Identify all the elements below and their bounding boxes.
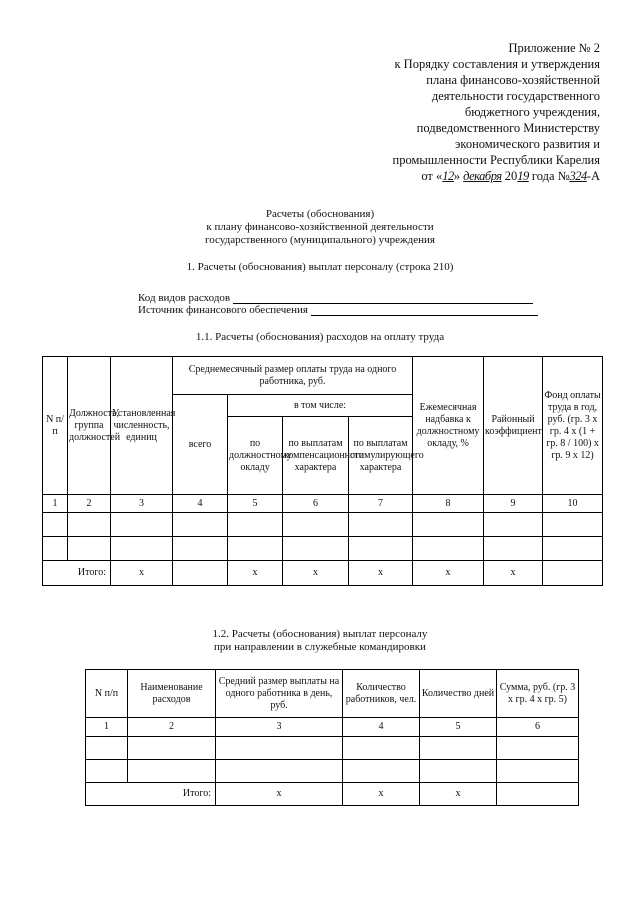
- table-cell[interactable]: [216, 760, 343, 783]
- business-trip-table: [85, 669, 579, 806]
- table-cell[interactable]: [43, 513, 68, 537]
- total-row: [43, 561, 603, 586]
- appendix-date-line: [340, 168, 600, 184]
- appendix-line: подведомственного Министерству: [416, 121, 600, 135]
- table-cell[interactable]: [413, 537, 484, 561]
- column-number: 5: [228, 495, 283, 513]
- column-number: 6: [283, 495, 349, 513]
- heading-line: при направлении в служебные командировки: [214, 641, 426, 653]
- appendix-header: [340, 40, 600, 184]
- total-x: x: [343, 783, 420, 806]
- table-cell[interactable]: [420, 760, 497, 783]
- header-expense-name: Наименование расходов: [128, 670, 216, 718]
- table-row: [86, 760, 579, 783]
- table-cell[interactable]: [228, 513, 283, 537]
- table-cell[interactable]: [420, 737, 497, 760]
- header-including: в том числе:: [228, 395, 413, 417]
- appendix-line: экономического развития и: [455, 137, 600, 151]
- column-number: 3: [111, 495, 173, 513]
- total-x: x: [228, 561, 283, 586]
- date-prefix: от «: [421, 169, 443, 183]
- total-x: x: [484, 561, 543, 586]
- header-avg-daily: Средний размер выплаты на одного работника в день, руб.: [216, 670, 343, 718]
- table-cell[interactable]: [543, 513, 603, 537]
- table-cell[interactable]: [43, 537, 68, 561]
- column-number: 6: [497, 718, 579, 737]
- header-days: Количество дней: [420, 670, 497, 718]
- subsection-1-1-heading: 1.1. Расчеты (обоснования) расходов на оплату труда: [195, 331, 445, 343]
- total-cell[interactable]: [173, 561, 228, 586]
- column-numbers-row: [86, 718, 579, 737]
- table-cell[interactable]: [173, 537, 228, 561]
- header-total: всего: [173, 395, 228, 495]
- total-x: x: [111, 561, 173, 586]
- header-staff: Установленная численность, единиц: [111, 357, 173, 495]
- table-cell[interactable]: [216, 737, 343, 760]
- table-cell[interactable]: [497, 737, 579, 760]
- column-number: 2: [128, 718, 216, 737]
- column-number: 2: [68, 495, 111, 513]
- column-number: 1: [86, 718, 128, 737]
- expense-code-label: Код видов расходов: [138, 292, 231, 304]
- total-cell[interactable]: [497, 783, 579, 806]
- table-row: [43, 537, 603, 561]
- expense-code-line[interactable]: [233, 295, 533, 304]
- date-number: 324: [569, 169, 587, 183]
- column-number: 10: [543, 495, 603, 513]
- table-cell[interactable]: [128, 760, 216, 783]
- table-cell[interactable]: [128, 737, 216, 760]
- table-cell[interactable]: [283, 513, 349, 537]
- total-x: x: [413, 561, 484, 586]
- table-cell[interactable]: [228, 537, 283, 561]
- column-numbers-row: [43, 495, 603, 513]
- subsection-1-2-heading: [0, 628, 640, 654]
- table-cell[interactable]: [349, 513, 413, 537]
- table-cell[interactable]: [484, 513, 543, 537]
- date-year-prefix: 20: [504, 169, 518, 183]
- total-label: Итого:: [86, 783, 216, 806]
- table-cell[interactable]: [484, 537, 543, 561]
- total-cell[interactable]: [543, 561, 603, 586]
- total-x: x: [216, 783, 343, 806]
- total-label: Итого:: [43, 561, 111, 586]
- table-cell[interactable]: [86, 760, 128, 783]
- table-cell[interactable]: [349, 537, 413, 561]
- column-number: 4: [343, 718, 420, 737]
- table-cell[interactable]: [343, 737, 420, 760]
- appendix-line: плана финансово-хозяйственной: [426, 73, 600, 87]
- table-cell[interactable]: [68, 537, 111, 561]
- header-workers: Количество работников, чел.: [343, 670, 420, 718]
- table-row: [86, 737, 579, 760]
- column-number: 4: [173, 495, 228, 513]
- fields-block: [138, 292, 538, 316]
- funding-source-label: Источник финансового обеспечения: [138, 304, 308, 316]
- table-cell[interactable]: [497, 760, 579, 783]
- date-mid2: года №: [531, 169, 570, 183]
- header-np: N п/п: [86, 670, 128, 718]
- header-incentive: по выплатам стимулирующего характера: [349, 417, 413, 495]
- table-cell[interactable]: [283, 537, 349, 561]
- date-mid1: »: [453, 169, 460, 183]
- salary-table: [42, 356, 603, 586]
- header-regional-coef: Районный коэффициент: [484, 357, 543, 495]
- table-cell[interactable]: [111, 537, 173, 561]
- table-cell[interactable]: [111, 513, 173, 537]
- header-avg-salary: Среднемесячный размер оплаты труда на одного работника, руб.: [173, 357, 413, 395]
- column-number: 9: [484, 495, 543, 513]
- header-np: N п/п: [43, 357, 68, 495]
- header-by-salary: по должностному окладу: [228, 417, 283, 495]
- total-row: [86, 783, 579, 806]
- table-cell[interactable]: [86, 737, 128, 760]
- table-cell[interactable]: [68, 513, 111, 537]
- date-year: 19: [517, 169, 529, 183]
- appendix-line: бюджетного учреждения,: [464, 105, 600, 119]
- appendix-line: к Порядку составления и утверждения: [394, 57, 600, 71]
- appendix-line: Приложение № 2: [508, 41, 600, 55]
- funding-source-line[interactable]: [311, 307, 538, 316]
- table-row: [43, 513, 603, 537]
- column-number: 1: [43, 495, 68, 513]
- total-x: x: [420, 783, 497, 806]
- column-number: 8: [413, 495, 484, 513]
- document-title: [0, 208, 640, 247]
- title-line: к плану финансово-хозяйственной деятельности: [206, 221, 434, 233]
- table-cell[interactable]: [413, 513, 484, 537]
- date-day: 12: [442, 169, 454, 183]
- total-x: x: [349, 561, 413, 586]
- header-compensation: по выплатам компенсационного характера: [283, 417, 349, 495]
- table-cell[interactable]: [343, 760, 420, 783]
- header-sum: Сумма, руб. (гр. 3 x гр. 4 x гр. 5): [497, 670, 579, 718]
- table-cell[interactable]: [543, 537, 603, 561]
- section1-heading: 1. Расчеты (обоснования) выплат персоналу (строка 210): [186, 261, 454, 273]
- column-number: 5: [420, 718, 497, 737]
- appendix-line: деятельности государственного: [431, 89, 600, 103]
- header-monthly-bonus: Ежемесячная надбавка к должностному окладу, %: [413, 357, 484, 495]
- table-cell[interactable]: [173, 513, 228, 537]
- date-month: декабря: [463, 169, 502, 183]
- appendix-line: промышленности Республики Карелия: [392, 153, 600, 167]
- title-line: государственного (муниципального) учреждения: [205, 234, 435, 246]
- title-line: Расчеты (обоснования): [265, 208, 375, 220]
- heading-line: 1.2. Расчеты (обоснования) выплат персоналу: [212, 628, 428, 640]
- column-number: 3: [216, 718, 343, 737]
- total-x: x: [283, 561, 349, 586]
- column-number: 7: [349, 495, 413, 513]
- date-suffix: -А: [586, 169, 600, 183]
- header-annual-fund: Фонд оплаты труда в год, руб. (гр. 3 x гр. 4 x (1 + гр. 8 / 100) x гр. 9 x 12): [543, 357, 603, 495]
- header-position: Должность, группа должностей: [68, 357, 111, 495]
